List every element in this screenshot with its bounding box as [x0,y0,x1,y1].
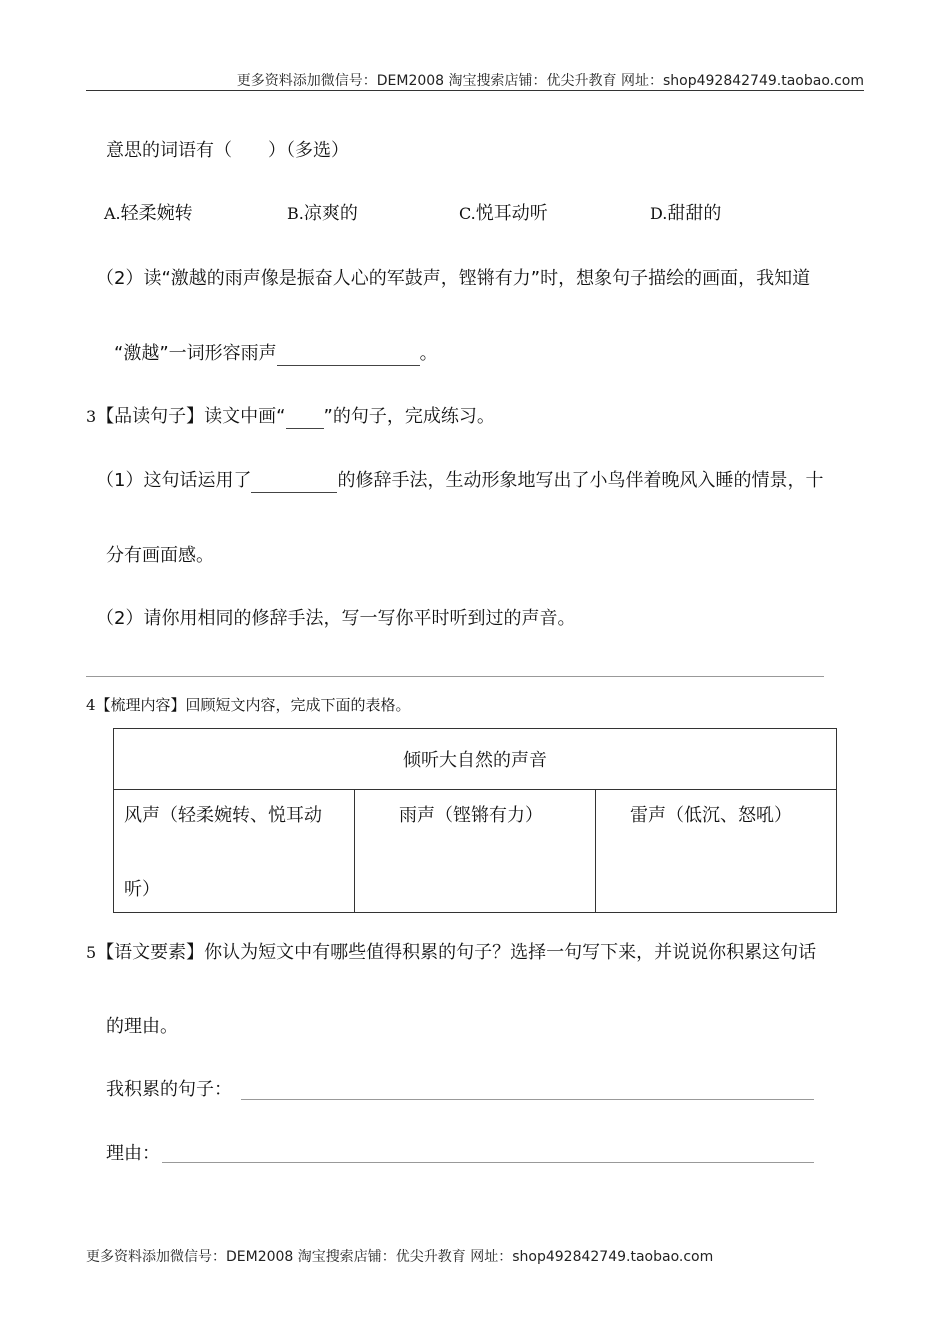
q3-2-text: 请你用相同的修辞手法，写一写你平时听到过的声音。 [143,608,576,629]
table-title: 倾听大自然的声音 [114,729,837,790]
q2-2-line2-suffix: 。 [419,343,438,364]
q4-number: 4 [86,696,96,714]
q5-text: 【语文要素】你认为短文中有哪些值得积累的句子？选择一句写下来，并说说你积累这句话 [96,942,817,963]
q2-2-line2 [114,342,438,366]
option-a [104,202,193,226]
q3-2 [96,607,575,631]
q4-title [86,694,411,715]
q5-line1 [86,941,816,965]
option-b [287,202,358,226]
header-divider [86,90,864,91]
table-cell-wind[interactable] [114,790,355,913]
q2-1-continuation: 意思的词语有（ ）（多选） [106,140,349,161]
q3-1-line1 [96,469,823,493]
q2-2-label: （2） [96,268,144,289]
q3-2-answer-line[interactable] [86,676,824,677]
footer-promo: 更多资料添加微信号：DEM2008 淘宝搜索店铺：优尖升教育 网址：shop492842749.taobao.com [86,1249,714,1265]
q5-sentence-label: 我积累的句子： [106,1079,232,1100]
option-c-text: 悦耳动听 [475,203,548,224]
header-promo: 更多资料添加微信号：DEM2008 淘宝搜索店铺：优尖升教育 网址：shop492842749.taobao.com [236,73,864,89]
table-cell-rain[interactable] [355,790,596,913]
q5-line2: 的理由。 [106,1016,178,1037]
q3-2-label: （2） [96,608,144,629]
option-d-text: 甜甜的 [667,203,722,224]
table-cell-thunder[interactable] [596,790,837,913]
q3-1-line2: 分有画面感。 [106,545,214,566]
q4-title-text: 【梳理内容】回顾短文内容，完成下面的表格。 [95,696,411,714]
rain-label: 雨声（铿锵有力） [399,805,543,826]
option-c [459,202,548,226]
wind-line2: 听） [124,879,160,900]
q3-1-suffix: 的修辞手法，生动形象地写出了小鸟伴着晚风入睡的情景，十 [337,470,824,491]
option-d-letter: D. [650,204,668,223]
q2-2-line2-prefix: “激越”一词形容雨声 [114,343,277,364]
q3-1-label: （1） [96,470,144,491]
q3-title-prefix: 【品读句子】读文中画“ [96,406,286,427]
q3-number: 3 [86,407,97,426]
sound-table [113,728,837,913]
q3-underline-mark [286,410,324,429]
q3-1-prefix: 这句话运用了 [143,470,252,491]
thunder-label: 雷声（低沉、怒吼） [630,805,792,826]
wind-line1: 风声（轻柔婉转、悦耳动 [124,805,322,826]
option-a-text: 轻柔婉转 [120,203,193,224]
q5-sentence-answer-line[interactable] [241,1099,814,1100]
option-d [650,202,721,226]
q3-title-suffix: ”的句子，完成练习。 [323,406,495,427]
q5-reason-answer-line[interactable] [162,1162,814,1163]
q5-reason-label: 理由： [106,1143,160,1164]
option-c-letter: C. [459,204,476,223]
option-b-text: 凉爽的 [303,203,358,224]
option-b-letter: B. [287,204,304,223]
q2-2-answer-blank[interactable] [277,347,420,366]
q5-number: 5 [86,943,97,962]
option-a-letter: A. [104,204,121,223]
q3-1-answer-blank[interactable] [251,474,337,493]
q2-2-text: 读“激越的雨声像是振奋人心的军鼓声，铿锵有力”时，想象句子描绘的画面，我知道 [143,268,811,289]
q2-2-line1 [96,267,810,291]
q3-title [86,405,495,429]
